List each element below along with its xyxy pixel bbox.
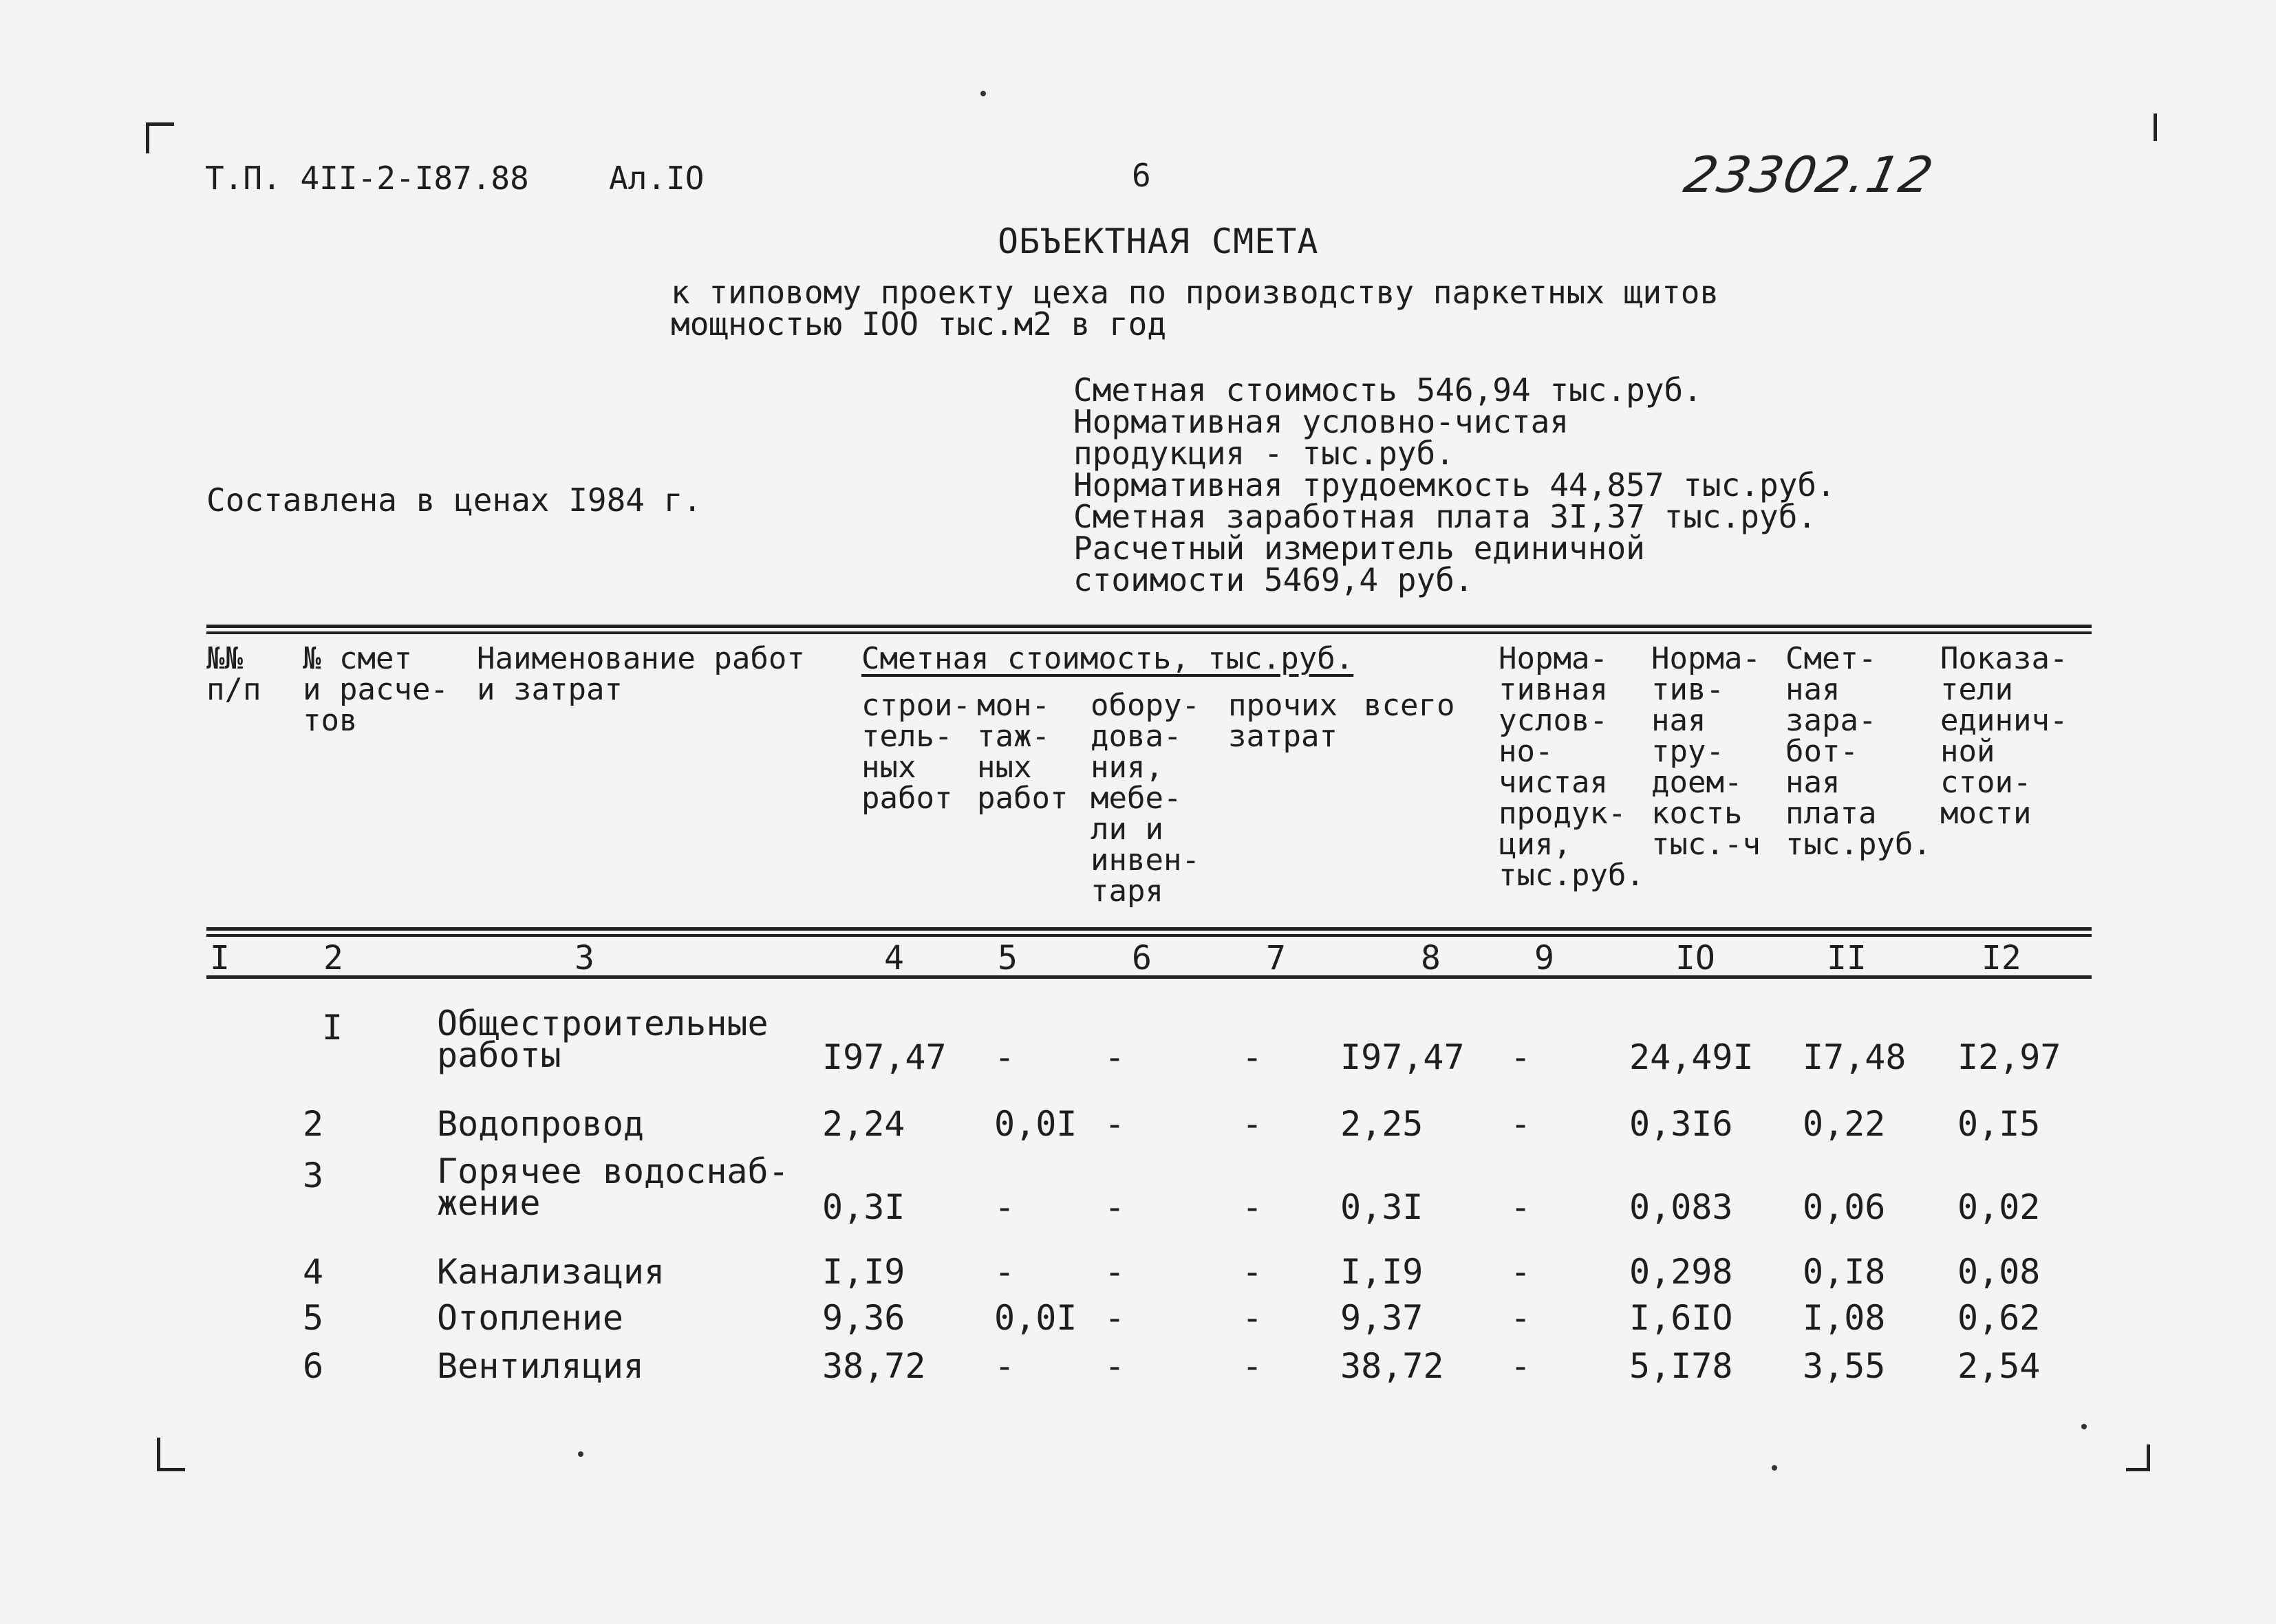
cell-construction: 2,24	[822, 1104, 905, 1144]
cell-construction: I,I9	[822, 1252, 905, 1292]
cell-construction: I97,47	[822, 1037, 947, 1077]
corner-mark-top-right	[2133, 113, 2157, 141]
summary-line: продукция - тыс.руб.	[1073, 435, 1454, 472]
cell-unit-cost: 0,I5	[1957, 1104, 2041, 1144]
row-name: Горячее водоснаб- жение	[437, 1151, 789, 1223]
column-number: 5	[998, 939, 1018, 977]
cell-equipment: -	[1104, 1346, 1126, 1386]
table-top-rule	[206, 625, 2092, 628]
column-number: 6	[1132, 939, 1152, 977]
col-header-group-cost: Сметная стоимость, тыс.руб.	[861, 641, 1354, 676]
cell-wages: 0,I8	[1803, 1252, 1886, 1292]
cell-installation: -	[994, 1037, 1016, 1077]
row-number: 6	[303, 1346, 324, 1386]
cell-wages: 0,22	[1803, 1104, 1886, 1144]
cell-total: 2,25	[1340, 1104, 1424, 1144]
col-header-labor: Норма- тив- ная тру- доем- кость тыс.-ч	[1651, 641, 1761, 862]
cell-wages: 0,06	[1803, 1187, 1886, 1227]
cell-labor: I,6IO	[1629, 1298, 1733, 1338]
cell-total: 38,72	[1340, 1346, 1444, 1386]
column-number: I	[210, 939, 230, 977]
col-header-net-product: Норма- тивная услов- но- чистая продук- ция, тыс.руб.	[1499, 641, 1644, 893]
cell-unit-cost: 0,08	[1957, 1252, 2041, 1292]
cell-installation: -	[994, 1252, 1016, 1292]
scan-speck	[2081, 1424, 2087, 1429]
row-number: 4	[303, 1252, 324, 1292]
header-bottom-rule	[206, 927, 2092, 931]
col-header-wages: Смет- ная зара- бот- ная плата тыс.руб.	[1785, 641, 1931, 862]
scan-speck	[980, 91, 986, 96]
col-header-estimate: № смет и расче- тов	[303, 641, 449, 738]
header-bottom-rule-2	[206, 934, 2092, 937]
col-header-other: прочих затрат	[1228, 688, 1338, 754]
summary-line: Сметная заработная плата 3I,37 тыс.руб.	[1073, 498, 1817, 535]
col-header-installation: мон- таж- ных работ	[977, 688, 1069, 816]
cell-unit-cost: 0,62	[1957, 1298, 2041, 1338]
column-number: 8	[1421, 939, 1441, 977]
document-title: ОБЪЕКТНАЯ СМЕТА	[998, 221, 1319, 261]
cell-unit-cost: 0,02	[1957, 1187, 2041, 1227]
summary-line: Нормативная условно-чистая	[1073, 403, 1569, 440]
row-name: Вентиляция	[437, 1346, 645, 1386]
row-number: 3	[303, 1156, 324, 1195]
cell-equipment: -	[1104, 1037, 1126, 1077]
cell-installation: -	[994, 1346, 1016, 1386]
column-number: 9	[1534, 939, 1554, 977]
inventory-stamp: 23302.12	[1679, 146, 1940, 204]
scan-speck	[578, 1451, 583, 1457]
cell-total: 9,37	[1340, 1298, 1424, 1338]
cell-construction: 9,36	[822, 1298, 905, 1338]
cell-labor: 24,49I	[1629, 1037, 1754, 1077]
cell-construction: 0,3I	[822, 1187, 905, 1227]
col-header-number: №№ п/п	[206, 641, 261, 707]
cell-other: -	[1242, 1346, 1263, 1386]
column-number: II	[1827, 939, 1867, 977]
cell-other: -	[1242, 1252, 1263, 1292]
cell-total: I,I9	[1340, 1252, 1424, 1292]
row-name: Общестроительные работы	[437, 1004, 769, 1075]
corner-mark-top-left	[146, 122, 174, 153]
cell-labor: 5,I78	[1629, 1346, 1733, 1386]
cell-labor: 0,083	[1629, 1187, 1733, 1227]
prices-note: Составлена в ценах I984 г.	[206, 481, 702, 519]
cell-labor: 0,298	[1629, 1252, 1733, 1292]
cell-installation: 0,0I	[994, 1104, 1077, 1144]
row-name: Отопление	[437, 1298, 623, 1338]
cell-other: -	[1242, 1298, 1263, 1338]
column-number: I2	[1982, 939, 2021, 977]
summary-line: Расчетный измеритель единичной	[1073, 530, 1645, 567]
column-number: IO	[1675, 939, 1715, 977]
cell-installation: 0,0I	[994, 1298, 1077, 1338]
corner-mark-bottom-left	[157, 1438, 185, 1471]
corner-mark-bottom-right	[2126, 1444, 2150, 1471]
col-header-name: Наименование работ и затрат	[477, 641, 805, 707]
cell-total: 0,3I	[1340, 1187, 1424, 1227]
subtitle-line-2: мощностью IOO тыс.м2 в год	[671, 305, 1167, 343]
cell-net-product: -	[1510, 1252, 1532, 1292]
cell-net-product: -	[1510, 1346, 1532, 1386]
scan-speck	[1772, 1465, 1777, 1471]
summary-line: Нормативная трудоемкость 44,857 тыс.руб.	[1073, 466, 1836, 504]
cell-total: I97,47	[1340, 1037, 1465, 1077]
cell-net-product: -	[1510, 1187, 1532, 1227]
col-header-equipment: обору- дова- ния, мебе- ли и инвен- таря	[1091, 688, 1200, 909]
row-number: I	[322, 1008, 343, 1048]
column-number: 2	[323, 939, 343, 977]
row-number: 5	[303, 1298, 324, 1338]
album-number: Ал.IO	[609, 160, 705, 197]
subtitle-line-1: к типовому проекту цеха по производству паркетных щитов	[671, 274, 1719, 311]
cell-net-product: -	[1510, 1104, 1532, 1144]
cell-labor: 0,3I6	[1629, 1104, 1733, 1144]
col-header-unit-cost: Показа- тели единич- ной стои- мости	[1940, 641, 2068, 831]
cell-wages: I,08	[1803, 1298, 1886, 1338]
cell-equipment: -	[1104, 1252, 1126, 1292]
cell-other: -	[1242, 1104, 1263, 1144]
cell-installation: -	[994, 1187, 1016, 1227]
cell-other: -	[1242, 1037, 1263, 1077]
cell-net-product: -	[1510, 1037, 1532, 1077]
table-top-rule-2	[206, 631, 2092, 634]
col-header-total: всего	[1364, 688, 1455, 723]
cell-other: -	[1242, 1187, 1263, 1227]
cell-wages: 3,55	[1803, 1346, 1886, 1386]
row-name: Водопровод	[437, 1104, 645, 1144]
row-name: Канализация	[437, 1252, 665, 1292]
column-number: 3	[575, 939, 594, 977]
column-number: 7	[1266, 939, 1286, 977]
cell-net-product: -	[1510, 1298, 1532, 1338]
cell-unit-cost: I2,97	[1957, 1037, 2061, 1077]
cell-construction: 38,72	[822, 1346, 926, 1386]
column-number: 4	[884, 939, 904, 977]
summary-line: Сметная стоимость 546,94 тыс.руб.	[1073, 371, 1702, 409]
cell-equipment: -	[1104, 1104, 1126, 1144]
summary-line: стоимости 5469,4 руб.	[1073, 561, 1474, 598]
cell-equipment: -	[1104, 1187, 1126, 1227]
project-code: Т.П. 4II-2-I87.88	[205, 160, 529, 197]
cell-unit-cost: 2,54	[1957, 1346, 2041, 1386]
page-number: 6	[1132, 157, 1151, 194]
cell-wages: I7,48	[1803, 1037, 1907, 1077]
cell-equipment: -	[1104, 1298, 1126, 1338]
row-number: 2	[303, 1104, 324, 1144]
col-header-construction: строи- тель- ных работ	[861, 688, 971, 816]
